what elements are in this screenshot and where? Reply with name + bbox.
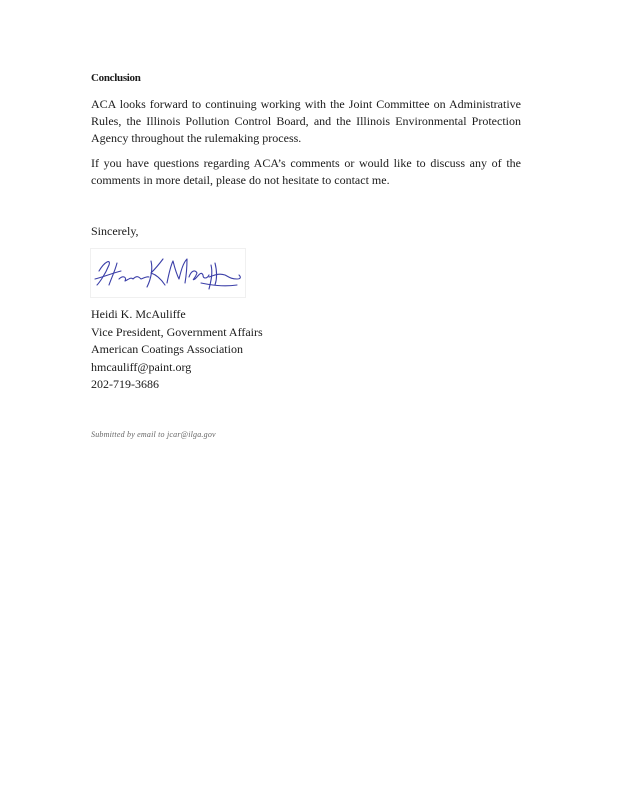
signer-title: Vice President, Government Affairs — [91, 324, 263, 339]
signer-organization: American Coatings Association — [91, 342, 243, 356]
section-heading: Conclusion — [91, 72, 141, 84]
signature-block — [91, 306, 263, 394]
signer-name: Heidi K. McAuliffe — [91, 307, 186, 321]
handwritten-signature — [90, 248, 246, 298]
submission-note: Submitted by email to jcar@ilga.gov — [91, 430, 216, 439]
closing-salutation: Sincerely, — [91, 224, 139, 238]
signer-email: hmcauliff@paint.org — [91, 359, 192, 374]
signer-phone: 202-719-3686 — [91, 377, 159, 391]
conclusion-paragraph: ACA looks forward to continuing working with the Joint Committee on Administrative Rules, the Illinois Pollution Control Board, and the Illinois Environmental Protection Agency throughout the rulemaking process. — [91, 97, 521, 145]
contact-paragraph: If you have questions regarding ACA’s comments or would like to discuss any of the comments in more detail, please do not hesitate to contact me. — [91, 156, 521, 187]
